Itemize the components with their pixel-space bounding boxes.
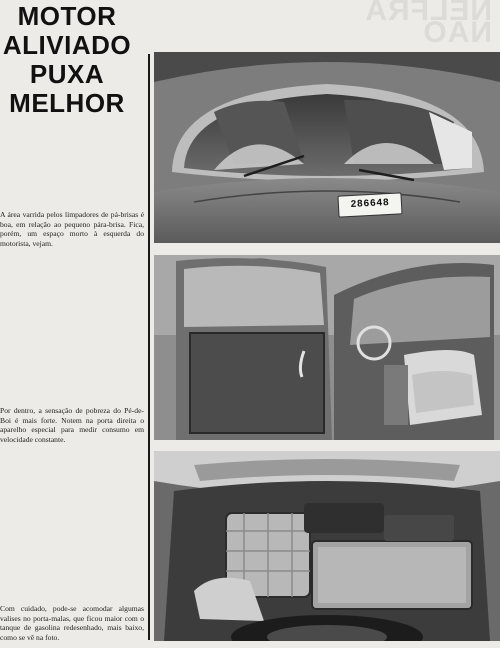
caption-trunk: Com cuidado, pode-se acomodar algumas valises no porta-malas, que ficou maior com o tanque de gasolina redesenhado, mais baixo, como se vê na foto. [0, 604, 144, 642]
license-plate: 286648 [337, 192, 402, 217]
column-divider [148, 54, 150, 640]
headline-line-1: MOTOR [17, 1, 117, 31]
headline-line-4: MELHOR [9, 88, 125, 118]
photo-trunk [154, 451, 500, 641]
show-through-text: NELFRA NAO [364, 0, 492, 46]
headline [0, 2, 142, 118]
headline-line-3: PUXA [29, 59, 105, 89]
caption-interior: Por dentro, a sensação de pobreza do Pé-de-Boi é mais forte. Notem na porta direita o aparelho especial para medir consumo em velocidade constante. [0, 406, 144, 444]
photo-windshield [154, 52, 500, 243]
headline-line-2: ALIVIADO [2, 30, 132, 60]
photo-interior [154, 255, 500, 440]
caption-wipers: A área varrida pelos limpadores de pá-brisas é boa, em relação ao pequeno pára-brisa. Fica, porém, um espaço morto à esquerda do motorista, vejam. [0, 210, 144, 248]
